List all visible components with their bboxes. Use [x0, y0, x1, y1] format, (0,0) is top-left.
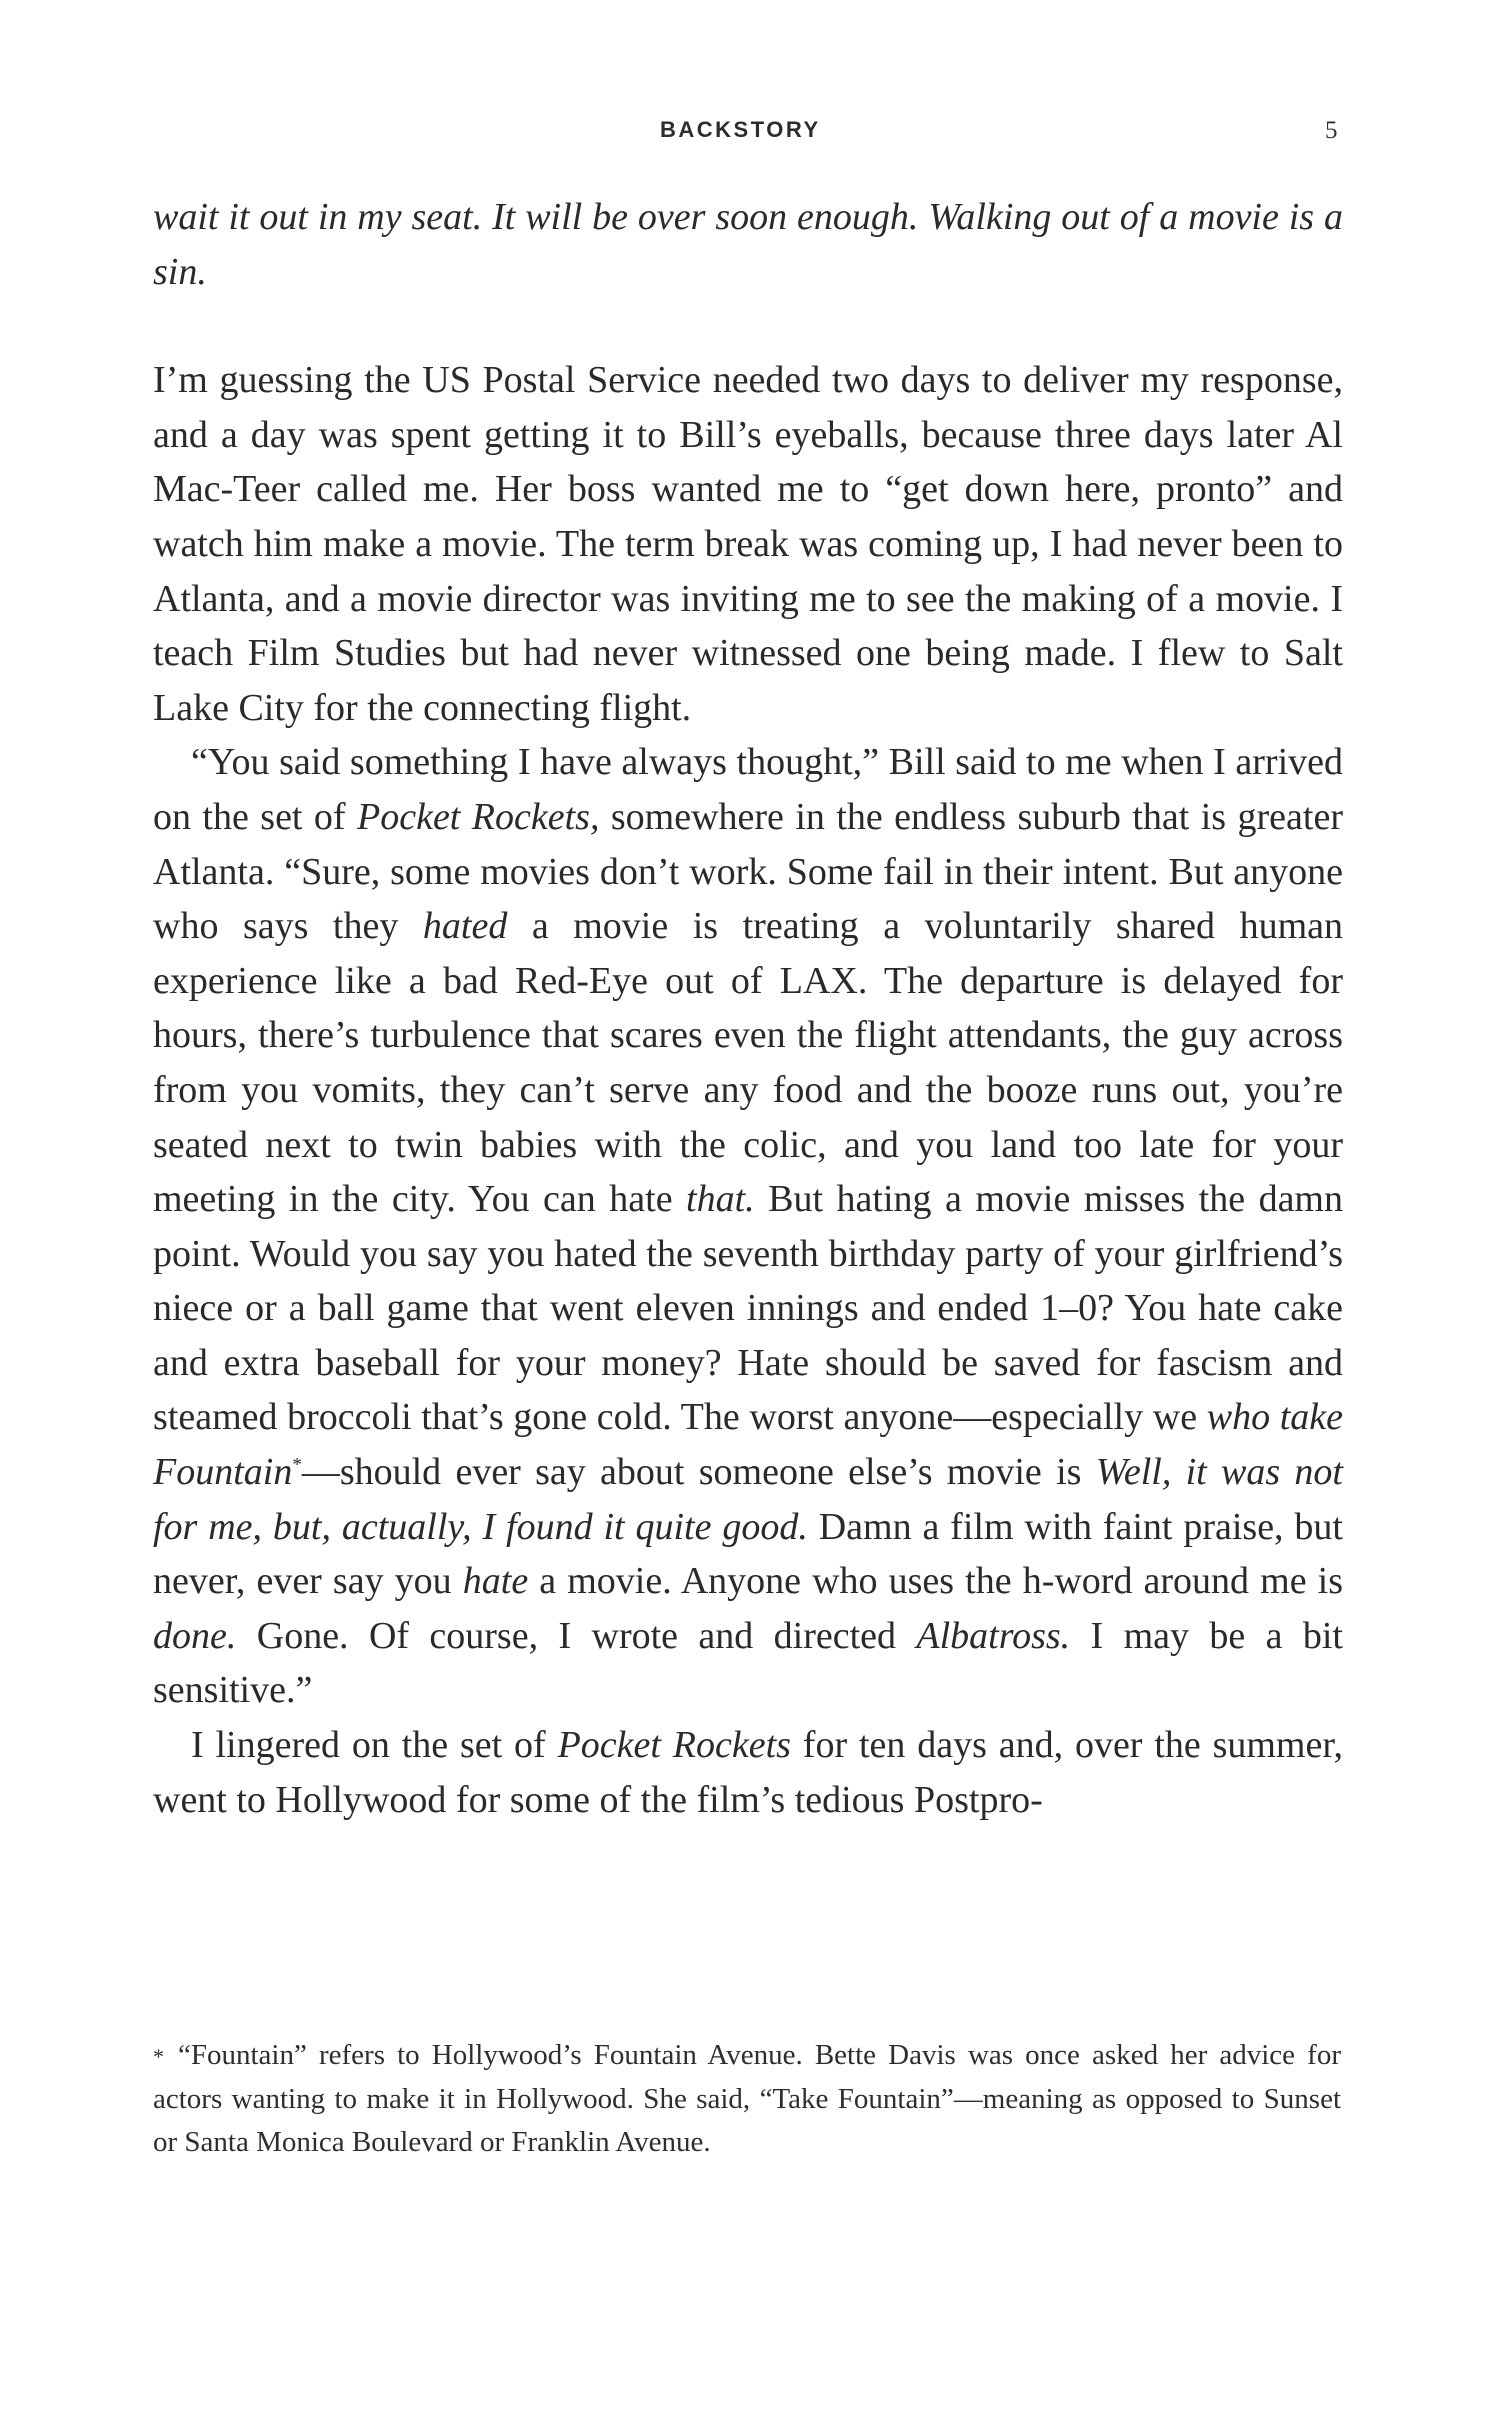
- footnote-text: “Fountain” refers to Hollywood’s Fountain Avenue. Bette Davis was once asked her advice for actors wanting to make it in Hollywood. She said, “Take Fountain”—meaning as opposed to Sunset or Santa Monica Boulevard or Franklin Avenue.: [153, 2039, 1341, 2158]
- paragraph-4-text-a: I lingered on the set of: [191, 1724, 558, 1767]
- paragraph-1: wait it out in my seat. It will be over soon enough. Walking out of a movie is a sin.: [153, 196, 1343, 293]
- running-head: [0, 117, 1500, 157]
- paragraph-3-title-pocket-rockets: Pocket Rockets,: [357, 795, 600, 838]
- paragraph-3-emphasis-done: done.: [153, 1614, 237, 1657]
- paragraph-4: [153, 1718, 1343, 1827]
- running-title: BACKSTORY: [660, 117, 821, 142]
- footnote-mark: *: [153, 2044, 164, 2069]
- footnote-reference-mark: *: [292, 1454, 302, 1476]
- paragraph-3-emphasis-that: that.: [686, 1178, 755, 1221]
- paragraph-3-emphasis-who-take-fountain: who take Fountain: [153, 1396, 1343, 1494]
- paragraph-3-emphasis-hated: hated: [422, 905, 508, 948]
- paragraph-3-text-o: Gone. Of course, I wrote and directed: [236, 1614, 917, 1657]
- paragraph-3-text-e: a movie is treating a voluntarily shared human experience like a bad Red-Eye out of LAX. The departure is delayed for hours, there’s turbulence that scares even the flight attendants, the guy across from you vomits, they can’t serve any food and the booze runs out, you’re seated next to twin babies with the colic, and you land too late for your meeting in the city. You can hate: [153, 905, 1344, 1221]
- paragraph-3-text-q: I may be a bit sensitive.”: [153, 1614, 1343, 1712]
- paragraph-4-title-pocket-rockets: Pocket Rockets: [557, 1724, 791, 1767]
- paragraph-3-text-k: Damn a film with faint praise, but never, ever say you: [153, 1505, 1343, 1603]
- paragraph-3-text-m: a movie. Anyone who uses the h-word around me is: [528, 1560, 1343, 1603]
- paragraph-3-title-albatross: Albatross.: [916, 1614, 1071, 1657]
- paragraph-2: I’m guessing the US Postal Service needed two days to deliver my response, and a day was spent getting it to Bill’s eyeballs, because three days later Al Mac-Teer called me. Her boss wanted me to “get down here, pronto” and watch him make a movie. The term break was coming up, I had never been to Atlanta, and a movie director was inviting me to see the making of a movie. I teach Film Studies but had never witnessed one being made. I flew to Salt Lake City for the connecting flight.: [153, 359, 1343, 729]
- page-number: 5: [1325, 117, 1338, 144]
- paragraph-3-text-c: somewhere in the endless suburb that is greater Atlanta. “Sure, some movies don’t work. Some fail in their intent. But anyone who says they: [153, 795, 1343, 948]
- body-text: [153, 190, 1343, 1827]
- paragraph-3-text-g: But hating a movie misses the damn point. Would you say you hated the seventh birthday party of your girlfriend’s niece or a ball game that went eleven innings and ended 1–0? You hate cake and extra baseball for your money? Hate should be saved for fascism and steamed broccoli that’s gone cold. The worst anyone—especially we: [153, 1178, 1343, 1439]
- paragraph-3-emphasis-hate: hate: [462, 1560, 529, 1603]
- paragraph-3-text-i: —should ever say about someone else’s movie is: [301, 1451, 1096, 1494]
- paragraph-4-text-c: for ten days and, over the summer, went to Hollywood for some of the film’s tedious Postpro-: [153, 1724, 1343, 1821]
- paragraph-3-emphasis-quote: Well, it was not for me, but, actually, I found it quite good.: [153, 1451, 1343, 1548]
- footnote: [153, 2034, 1341, 2164]
- paragraph-3-text-a: “You said something I have always thought,” Bill said to me when I arrived on the set of: [153, 741, 1343, 838]
- paragraph-3: [153, 735, 1343, 1718]
